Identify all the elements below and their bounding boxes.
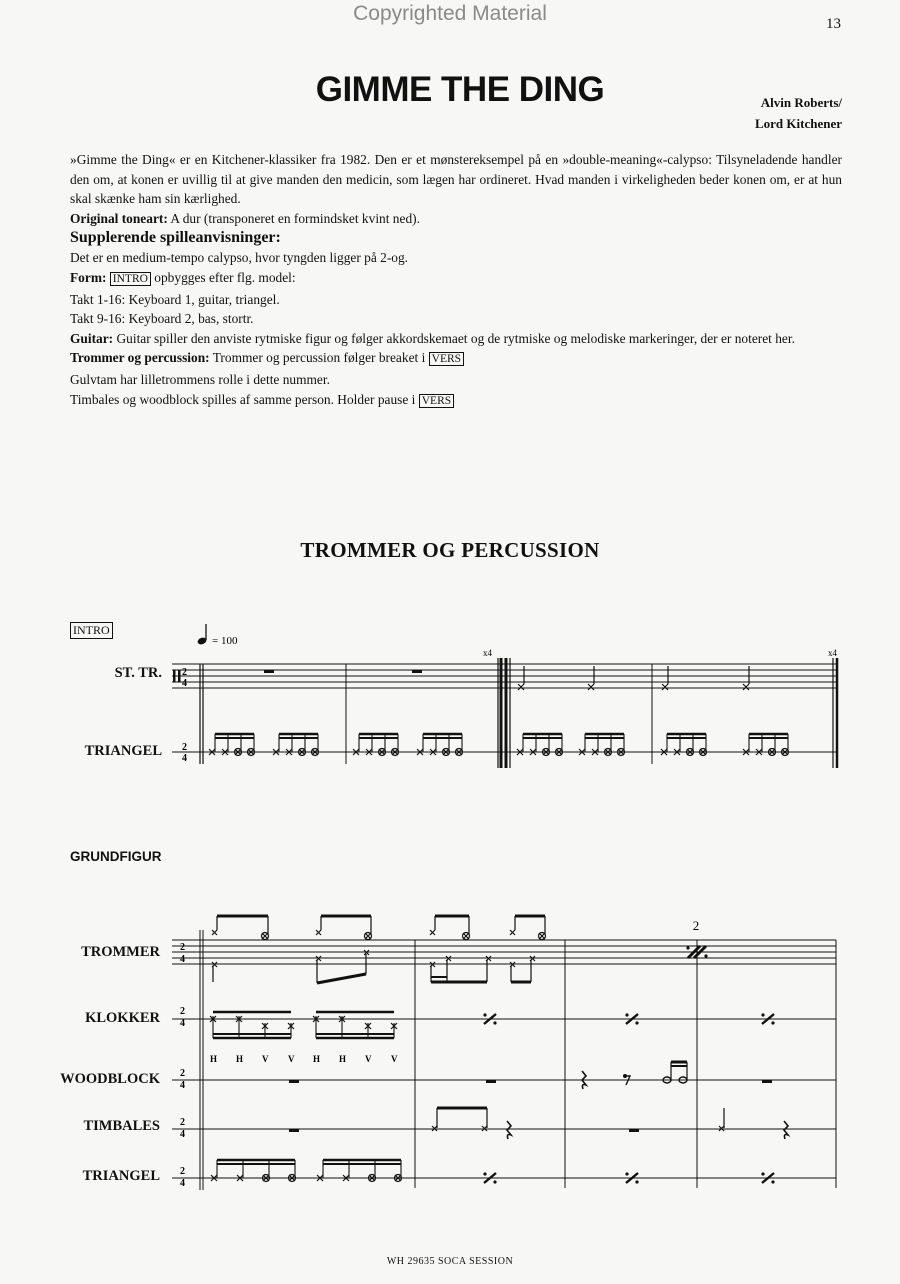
triangel-time-bottom: 4: [180, 1178, 185, 1189]
tempo-value: = 100: [212, 635, 238, 647]
page-number: 13: [826, 16, 841, 32]
repeat-count: 2: [692, 918, 700, 933]
st-tr-staff: [172, 664, 836, 688]
woodblock-time-top: 2: [180, 1068, 185, 1079]
form-label: Form:: [70, 269, 107, 285]
simile-dot: [483, 1172, 486, 1175]
form-intro-box: INTRO: [110, 272, 151, 286]
trommer-staff: [172, 940, 836, 964]
instrument-label-timbales: TIMBALES: [83, 1118, 160, 1134]
simile-dot: [625, 1013, 628, 1016]
time-sig-bottom-2: 4: [182, 753, 187, 764]
original-key-label: Original toneart:: [70, 210, 168, 226]
tempo-marking: [197, 624, 238, 647]
time-sig-top: 2: [182, 667, 187, 678]
simile-dot: [493, 1021, 496, 1024]
simile-dot: [483, 1013, 486, 1016]
guitar-label: Guitar:: [70, 330, 114, 346]
guitar-text: Guitar spiller den anviste rytmiske figur og følger akkordskemaet og de rytmiske og melodiske markeringer, der er noteret her.: [113, 330, 795, 346]
copyright-watermark: Copyrighted Material: [353, 2, 547, 25]
gulvtam-line: Gulvtam har lilletrommens rolle i dette nummer.: [70, 371, 330, 387]
instrument-label-triangel-2: TRIANGEL: [82, 1168, 160, 1184]
composer-line-2: Lord Kitchener: [754, 116, 842, 131]
triangel-time-top: 2: [180, 1166, 185, 1177]
takt-line-2: Takt 9-16: Keyboard 2, bas, stortr.: [70, 311, 254, 327]
time-sig-bottom: 4: [182, 678, 187, 689]
klokker-time-bottom: 4: [180, 1018, 185, 1029]
woodblock-notes: [289, 1062, 772, 1089]
repeat-x4-2: x4: [828, 648, 837, 658]
trommer-text: Trommer og percussion følger breaket i: [209, 350, 429, 366]
instrument-label-woodblock: WOODBLOCK: [60, 1071, 160, 1087]
hand-label: H: [236, 1054, 244, 1064]
simile-dot: [625, 1172, 628, 1175]
simile-dot: [761, 1172, 764, 1175]
song-title: GIMME THE DING: [315, 70, 605, 109]
section-title: TROMMER OG PERCUSSION: [300, 538, 600, 562]
hand-label: V: [391, 1054, 398, 1064]
simile-dot: [493, 1180, 496, 1183]
takt-line-1: Takt 1-16: Keyboard 1, guitar, triangel.: [70, 291, 280, 307]
vers-box-1: VERS: [429, 352, 464, 366]
intro-box-label: INTRO: [70, 622, 113, 639]
hand-label: H: [339, 1054, 347, 1064]
simile-marks: [483, 1013, 774, 1183]
klokker-time-top: 2: [180, 1006, 185, 1017]
hand-label: H: [210, 1054, 218, 1064]
woodblock-time-bottom: 4: [180, 1080, 185, 1091]
footer-text: WH 29635 SOCA SESSION: [386, 1256, 514, 1267]
simile-dot: [635, 1180, 638, 1183]
instrument-label-trommer: TROMMER: [81, 944, 160, 960]
intro-paragraph: »Gimme the Ding« er en Kitchener-klassiker fra 1982. Den er et mønstereksempel på en »double-meaning«-calypso: Tilsyneladende handler den om, at konen er uvillig til at give manden den medicin, som lægen har ordineret. Hvad manden i virkeligheden beder konen om, er at hun skal skænke ham sin kærlighed.: [70, 152, 842, 207]
trommer-time-bottom: 4: [180, 954, 185, 965]
hand-label: V: [262, 1054, 269, 1064]
klokker-notes: [210, 1012, 398, 1064]
supplementary-heading: Supplerende spilleanvisninger:: [70, 229, 281, 247]
hand-label: H: [313, 1054, 321, 1064]
simile-dot: [771, 1180, 774, 1183]
trommer-time-top: 2: [180, 942, 185, 953]
time-sig-top-2: 2: [182, 742, 187, 753]
simile-dot: [635, 1021, 638, 1024]
hand-label: V: [365, 1054, 372, 1064]
half-rest: [412, 670, 422, 673]
instrument-label-triangel: TRIANGEL: [84, 743, 162, 759]
form-text: opbygges efter flg. model:: [150, 269, 296, 285]
timbales-time-top: 2: [180, 1117, 185, 1128]
barlines-grundfigur: [200, 930, 836, 1190]
vers-box-2: VERS: [419, 394, 454, 408]
timbales-notes: [289, 1108, 788, 1139]
hand-label: V: [288, 1054, 295, 1064]
original-key-value: A dur (transponeret en formindsket kvint ned).: [167, 210, 420, 226]
composer-line-1: Alvin Roberts/: [760, 95, 842, 110]
half-rest: [264, 670, 274, 673]
instrument-label-klokker: KLOKKER: [85, 1010, 160, 1026]
simile-dot: [771, 1021, 774, 1024]
timbales-text: Timbales og woodblock spilles af samme person. Holder pause i: [70, 391, 419, 407]
trommer-label: Trommer og percussion:: [70, 350, 210, 366]
tempo-line: Det er en medium-tempo calypso, hvor tyngden ligger på 2-og.: [70, 250, 409, 266]
repeat-x4-1: x4: [483, 648, 492, 658]
timbales-time-bottom: 4: [180, 1129, 185, 1140]
instrument-label-st-tr: ST. TR.: [114, 665, 162, 681]
trommer-notes: [212, 916, 546, 983]
grundfigur-label: GRUNDFIGUR: [70, 849, 162, 864]
simile-dot: [761, 1013, 764, 1016]
